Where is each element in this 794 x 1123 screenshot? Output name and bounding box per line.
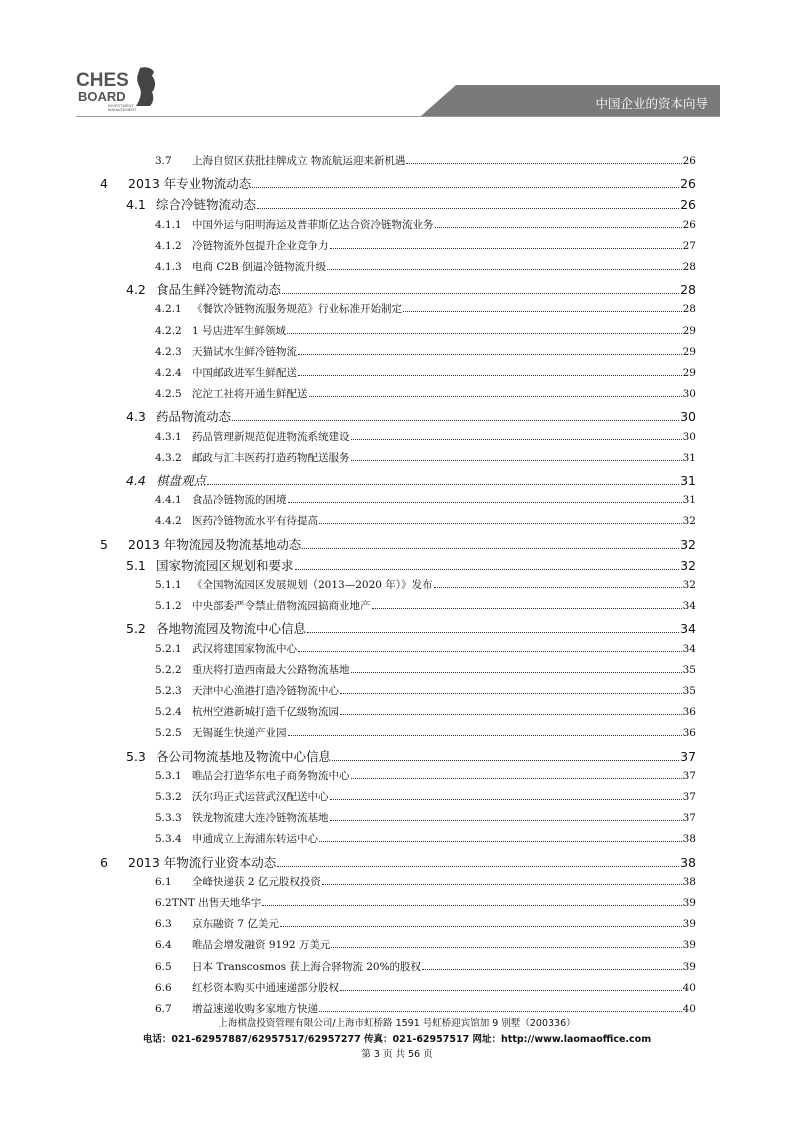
- toc-entry-title: 重庆将打造西南最大公路物流基地: [192, 663, 350, 676]
- toc-entry-title: 各公司物流基地及物流中心信息: [156, 748, 332, 764]
- toc-leader-dots: [287, 333, 682, 334]
- toc-leader-dots: [322, 884, 682, 885]
- toc-entry-level3[interactable]: [155, 768, 696, 783]
- toc-entry-page: 37: [682, 791, 696, 803]
- toc-entry-page: 36: [682, 706, 696, 719]
- toc-entry-page: 37: [680, 748, 696, 764]
- toc-entry-number: 5.2.4: [155, 706, 182, 719]
- toc-leader-dots: [288, 735, 682, 736]
- toc-entry-level2[interactable]: [126, 556, 696, 574]
- toc-entry-title: 药品物流动态: [156, 409, 232, 425]
- toc-entry-level3[interactable]: [155, 810, 696, 825]
- logo-subtext-line2: MANAGEMENT: [108, 107, 137, 112]
- toc-entry-title: 红杉资本购买中通速递部分股权: [192, 981, 339, 994]
- toc-entry-page: 30: [680, 409, 696, 425]
- toc-entry-page: 28: [682, 303, 696, 316]
- toc-leader-dots: [282, 293, 679, 294]
- toc-leader-dots: [302, 548, 679, 549]
- toc-entry-level3[interactable]: [155, 323, 696, 338]
- toc-entry-title: 无锡诞生快递产业园: [192, 727, 287, 740]
- toc-entry-title: 京东融资 7 亿美元: [192, 918, 279, 931]
- logo-text-line2: BOARD: [78, 89, 126, 104]
- toc-entry-number: 4.1.2: [155, 239, 182, 252]
- toc-entry-level3[interactable]: [155, 450, 696, 465]
- toc-entry-level3[interactable]: [155, 895, 696, 910]
- toc-entry-page: 40: [682, 1003, 696, 1015]
- toc-entry-number: 4.2.5: [155, 388, 182, 401]
- toc-entry-page: 28: [682, 261, 696, 273]
- toc-entry-level2[interactable]: [126, 471, 696, 489]
- toc-leader-dots: [351, 460, 682, 461]
- toc-entry-level1[interactable]: [100, 853, 696, 871]
- toc-entry-level3[interactable]: [155, 789, 696, 804]
- toc-leader-dots: [340, 693, 682, 694]
- toc-entry-page: 38: [680, 854, 696, 870]
- toc-entry-page: 35: [682, 663, 696, 676]
- toc-entry-title: 武汉将建国家物流中心: [192, 642, 297, 655]
- toc-entry-number: 5.3.1: [155, 769, 182, 782]
- toc-entry-title: 各地物流园及物流中心信息: [156, 621, 307, 637]
- toc-entry-title: 医药冷链物流水平有待提高: [192, 515, 318, 528]
- toc-entry-title: 杭州空港新城打造千亿级物流园: [192, 706, 339, 719]
- toc-entry-page: 40: [682, 981, 696, 994]
- toc-entry-page: 29: [682, 345, 696, 358]
- toc-entry-page: 31: [682, 494, 696, 507]
- toc-entry-level3[interactable]: [155, 704, 696, 719]
- toc-entry-number: 4.2: [126, 282, 146, 298]
- toc-entry-number: 6.2: [155, 897, 172, 909]
- toc-entry-number: 5.2: [126, 621, 146, 637]
- toc-leader-dots: [351, 672, 682, 673]
- toc-entry-level3[interactable]: [155, 344, 696, 359]
- toc-entry-level1[interactable]: [100, 535, 696, 553]
- toc-leader-dots: [330, 820, 682, 821]
- toc-leader-dots: [422, 969, 682, 970]
- toc-leader-dots: [340, 714, 682, 715]
- toc-entry-page: 30: [682, 430, 696, 443]
- toc-entry-level3[interactable]: [155, 598, 696, 613]
- toc-entry-level3[interactable]: [155, 259, 696, 274]
- toc-entry-number: 5.2.3: [155, 685, 182, 697]
- toc-entry-page: 38: [682, 833, 696, 846]
- toc-entry-page: 32: [682, 579, 696, 591]
- toc-entry-number: 4.3.1: [155, 430, 182, 443]
- toc-entry-level3[interactable]: [155, 513, 696, 528]
- toc-entry-level3[interactable]: [155, 365, 696, 380]
- toc-entry-level3[interactable]: [155, 238, 696, 253]
- toc-entry-level3[interactable]: [155, 492, 696, 507]
- toc-entry-title: 增益速递收购多家地方快递: [192, 1003, 318, 1015]
- toc-entry-level3[interactable]: [155, 217, 696, 232]
- toc-entry-level2[interactable]: [126, 280, 696, 298]
- toc-entry-number: 5.2.5: [155, 727, 182, 740]
- toc-entry-page: 29: [682, 367, 696, 379]
- toc-leader-dots: [351, 439, 682, 440]
- toc-entry-page: 34: [680, 621, 696, 637]
- toc-entry-title: 邮政与汇丰医药打造药物配送服务: [192, 451, 350, 464]
- toc-leader-dots: [298, 354, 682, 355]
- toc-entry-number: 6: [100, 854, 108, 870]
- logo-subtext-line1: INVESTMENT: [108, 103, 134, 108]
- toc-entry-title: 唯品会打造华东电子商务物流中心: [192, 769, 350, 782]
- toc-entry-page: 37: [682, 769, 696, 782]
- toc-entry-title: 国家物流园区规划和要求: [156, 557, 294, 573]
- toc-leader-dots: [319, 841, 682, 842]
- toc-entry-title: 2013 年专业物流动态: [128, 176, 252, 192]
- toc-entry-title: 1 号店进军生鲜领域: [192, 324, 287, 337]
- toc-leader-dots: [232, 420, 679, 421]
- toc-entry-number: 6.7: [155, 1003, 172, 1015]
- toc-entry-page: 39: [682, 918, 696, 931]
- header-title: 中国企业的资本向导: [595, 96, 708, 111]
- toc-entry-number: 4: [100, 176, 108, 192]
- toc-entry-page: 39: [682, 960, 696, 973]
- toc-leader-dots: [372, 608, 682, 609]
- toc-leader-dots: [252, 187, 679, 188]
- toc-entry-level3[interactable]: [155, 1001, 696, 1016]
- toc-entry-level3[interactable]: [155, 874, 696, 889]
- toc-entry-number: 5.1: [126, 557, 146, 573]
- toc-entry-number: 5.3.2: [155, 791, 182, 803]
- toc-entry-number: 5.3: [126, 748, 146, 764]
- toc-entry-page: 26: [680, 176, 696, 192]
- toc-leader-dots: [288, 502, 682, 503]
- toc-entry-page: 26: [682, 218, 696, 231]
- logo-text-line1: CHES: [76, 70, 129, 91]
- toc-entry-page: 30: [682, 388, 696, 401]
- toc-entry-number: 4.3: [126, 409, 146, 425]
- toc-entry-page: 39: [682, 939, 696, 952]
- toc-entry-number: 4.4.1: [155, 494, 182, 507]
- toc-entry-level3[interactable]: [155, 429, 696, 444]
- toc-entry-title: 2013 年物流行业资本动态: [128, 854, 277, 870]
- toc-entry-level3[interactable]: [155, 937, 696, 952]
- toc-entry-number: 4.4.2: [155, 515, 182, 528]
- toc-entry-number: 5.1.1: [155, 579, 182, 591]
- toc-leader-dots: [351, 778, 682, 779]
- toc-entry-level3[interactable]: [155, 683, 696, 698]
- toc-leader-dots: [330, 799, 682, 800]
- toc-entry-title: 日本 Transcosmos 获上海合驿物流 20%的股权: [192, 960, 422, 973]
- toc-entry-number: 4.3.2: [155, 451, 182, 464]
- toc-entry-title: 天猫试水生鲜冷链物流: [192, 345, 297, 358]
- toc-entry-number: 4.2.3: [155, 345, 182, 358]
- toc-entry-title: 《餐饮冷链物流服务规范》行业标准开始制定: [192, 303, 402, 316]
- toc-entry-title: 中国外运与阳明海运及普菲斯亿达合资冷链物流业务: [192, 218, 434, 231]
- toc-entry-title: 唯品会增发融资 9192 万美元: [192, 939, 331, 952]
- toc-entry-number: 4.1.3: [155, 261, 182, 273]
- toc-entry-title: 上海自贸区获批挂牌成立 物流航运迎来新机遇: [192, 155, 406, 167]
- toc-leader-dots: [298, 651, 682, 652]
- toc-entry-number: 4.2.4: [155, 367, 182, 379]
- toc-entry-level2[interactable]: [126, 619, 696, 637]
- toc-entry-page: 32: [680, 557, 696, 573]
- toc-leader-dots: [280, 926, 682, 927]
- toc-entry-number: 6.4: [155, 939, 172, 952]
- header-divider: [76, 116, 720, 117]
- toc-entry-title: 铁龙物流建大连冷链物流基地: [192, 812, 329, 825]
- toc-entry-title: 食品冷链物流的困境: [192, 494, 287, 507]
- toc-entry-page: 26: [682, 155, 696, 167]
- toc-entry-number: 4.2.1: [155, 303, 182, 316]
- toc-entry-level1[interactable]: [100, 174, 696, 192]
- toc-entry-number: 5.2.1: [155, 642, 182, 655]
- toc-leader-dots: [340, 990, 682, 991]
- toc-entry-page: 26: [680, 197, 696, 213]
- toc-leader-dots: [434, 587, 682, 588]
- toc-entry-level3[interactable]: [155, 916, 696, 931]
- toc-entry-number: 4.4: [126, 473, 146, 488]
- toc-leader-dots: [332, 760, 679, 761]
- toc-entry-level2[interactable]: [126, 407, 696, 425]
- footer-page-number: 第 3 页 共 56 页: [361, 1049, 433, 1060]
- toc-entry-number: 5.3.3: [155, 812, 182, 825]
- toc-entry-title: 食品生鲜冷链物流动态: [156, 282, 282, 298]
- toc-leader-dots: [319, 1011, 682, 1012]
- toc-leader-dots: [295, 569, 680, 570]
- toc-entry-level3[interactable]: [155, 301, 696, 316]
- toc-leader-dots: [319, 523, 682, 524]
- footer-address: 上海棋盘投资管理有限公司/上海市虹桥路 1591 号虹桥迎宾馆加 9 别墅（200336）: [218, 1018, 576, 1029]
- toc-entry-title: 药品管理新规范促进物流系统建设: [192, 430, 350, 443]
- toc-entry-page: 38: [682, 875, 696, 888]
- toc-leader-dots: [309, 396, 682, 397]
- toc-entry-title: 棋盘观点: [156, 473, 207, 488]
- toc-leader-dots: [257, 208, 679, 209]
- toc-entry-number: 6.3: [155, 918, 172, 931]
- toc-entry-page: 32: [682, 515, 696, 528]
- toc-entry-title: 天津中心渔港打造冷链物流中心: [192, 685, 339, 697]
- toc-entry-page: 39: [682, 897, 696, 909]
- toc-leader-dots: [406, 163, 681, 164]
- toc-entry-page: 29: [682, 324, 696, 337]
- toc-entry-title: 全峰快递获 2 亿元股权投资: [192, 875, 321, 888]
- toc-leader-dots: [262, 905, 681, 906]
- toc-entry-number: 4.2.2: [155, 324, 182, 337]
- toc-entry-title: 电商 C2B 倒逼冷链物流升级: [192, 261, 327, 273]
- toc-entry-level3[interactable]: [155, 725, 696, 740]
- toc-entry-number: 5.2.2: [155, 663, 182, 676]
- toc-entry-page: 35: [682, 685, 696, 697]
- toc-entry-level3[interactable]: [155, 641, 696, 656]
- toc-entry-number: 6.5: [155, 960, 172, 973]
- toc-entry-number: 4.1.1: [155, 218, 182, 231]
- toc-entry-title: 申通成立上海浦东转运中心: [192, 833, 318, 846]
- toc-entry-level3[interactable]: [155, 153, 696, 168]
- toc-entry-page: 31: [680, 473, 696, 488]
- toc-entry-title: 中国邮政进军生鲜配送: [192, 367, 297, 379]
- footer-contact: 电话：021-62957887/62957517/62957277 传真：021-62957517 网址：http://www.laomaoffice.com: [142, 1034, 652, 1045]
- toc-entry-title: 沱沱工社将开通生鲜配送: [192, 388, 308, 401]
- toc-entry-page: 28: [680, 282, 696, 298]
- toc-entry-number: 6.1: [155, 875, 172, 888]
- toc-entry-level2[interactable]: [126, 195, 696, 213]
- toc-entry-level3[interactable]: [155, 662, 696, 677]
- toc-leader-dots: [403, 311, 682, 312]
- toc-entry-page: 27: [682, 239, 696, 252]
- toc-leader-dots: [435, 227, 682, 228]
- toc-entry-page: 34: [682, 600, 696, 613]
- toc-entry-title: 综合冷链物流动态: [156, 197, 257, 213]
- toc-entry-title: 《全国物流园区发展规划（2013—2020 年）》发布: [192, 579, 433, 591]
- toc-entry-level3[interactable]: [155, 980, 696, 995]
- toc-entry-title: 沃尔玛正式运营武汉配送中心: [192, 791, 329, 803]
- toc-entry-level2[interactable]: [126, 747, 696, 765]
- toc-leader-dots: [277, 866, 679, 867]
- toc-entry-title: 冷链物流外包提升企业竞争力: [192, 239, 329, 252]
- toc-leader-dots: [307, 632, 679, 633]
- toc-leader-dots: [207, 484, 679, 485]
- toc-leader-dots: [327, 269, 682, 270]
- toc-leader-dots: [331, 947, 681, 948]
- toc-entry-level3[interactable]: [155, 959, 696, 974]
- toc-entry-title: 中央部委严令禁止借物流园搞商业地产: [192, 600, 371, 613]
- toc-entry-page: 32: [680, 536, 696, 552]
- toc-entry-level3[interactable]: [155, 577, 696, 592]
- toc-entry-level3[interactable]: [155, 831, 696, 846]
- toc-entry-number: 5.3.4: [155, 833, 182, 846]
- toc-entry-title: TNT 出售天地华宇: [171, 897, 262, 909]
- toc-entry-level3[interactable]: [155, 386, 696, 401]
- toc-entry-number: 5: [100, 536, 108, 552]
- toc-entry-number: 3.7: [155, 155, 172, 167]
- toc-entry-title: 2013 年物流园及物流基地动态: [128, 536, 302, 552]
- toc-leader-dots: [298, 375, 682, 376]
- toc-entry-number: 6.6: [155, 981, 172, 994]
- toc-entry-page: 37: [682, 812, 696, 825]
- toc-entry-number: 5.1.2: [155, 600, 182, 613]
- toc-entry-page: 34: [682, 642, 696, 655]
- toc-leader-dots: [330, 248, 682, 249]
- toc-entry-number: 4.1: [126, 197, 146, 213]
- toc-entry-page: 36: [682, 727, 696, 740]
- toc-entry-page: 31: [682, 451, 696, 464]
